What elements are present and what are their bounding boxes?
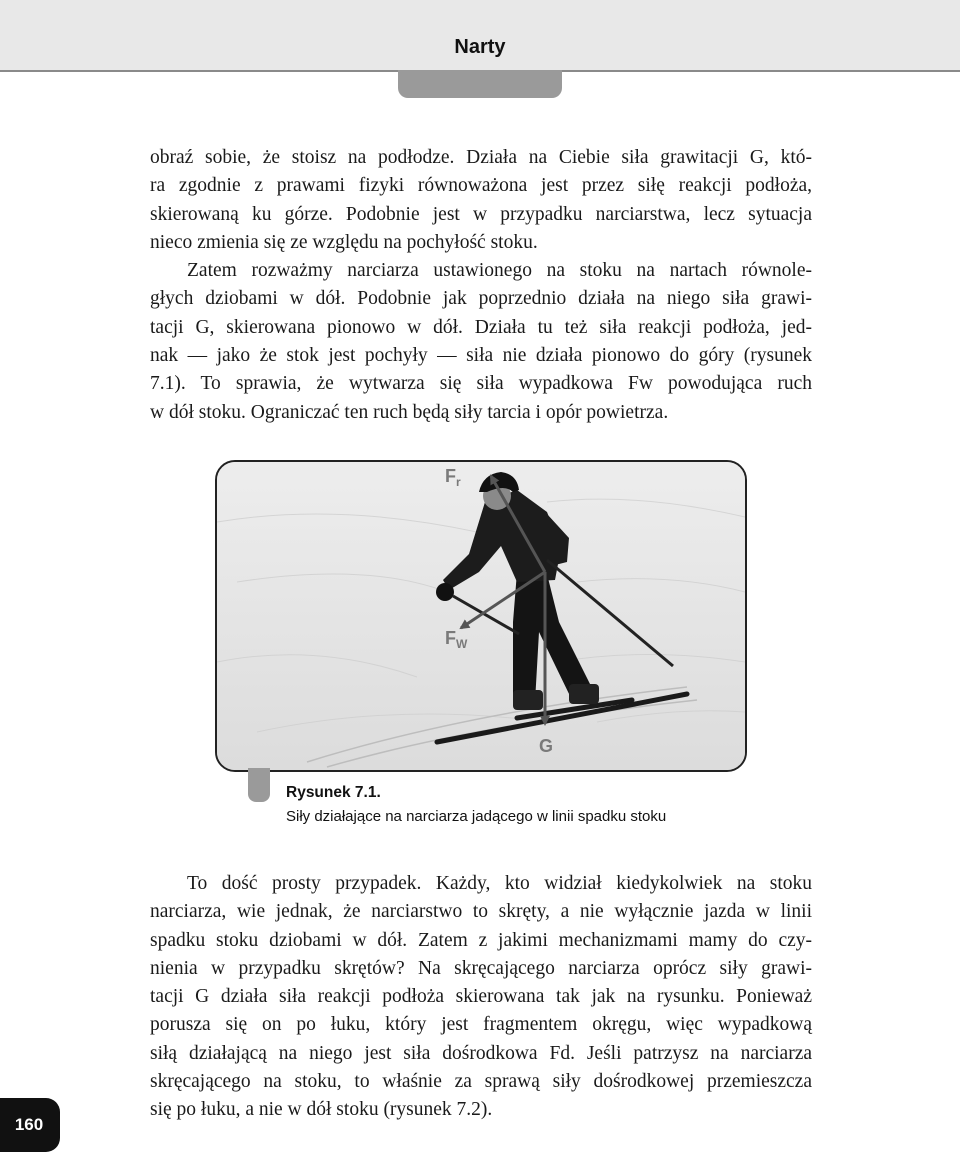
text-line: się po łuku, a nie w dół stoku (rysunek 7.2). [150, 1099, 493, 1121]
page-header [0, 0, 960, 72]
caption-tab-decoration [248, 768, 270, 802]
text-line: porusza się on po łuku, który jest fragmentem okręgu, więc wypadkową [150, 1014, 812, 1036]
text-line: tacji G, skierowana pionowo w dół. Działa tu też siła reakcji podłoża, jed- [150, 316, 812, 338]
text-line: nieco zmienia się ze względu na pochyłość stoku. [150, 231, 538, 253]
text-line: skierowaną ku górze. Podobnie jest w przypadku narciarstwa, lecz sytuacja [150, 203, 812, 225]
text-line: To dość prosty przypadek. Każdy, kto widział kiedykolwiek na stoku [187, 873, 812, 894]
body-text-bottom [150, 870, 812, 1125]
chapter-title: Narty [454, 36, 506, 58]
page-number: 160 [14, 1115, 44, 1134]
label-fw: $F_W$ [445, 628, 468, 651]
text-line: obraź sobie, że stoisz na podłodze. Działa na Ciebie siła grawitacji G, któ- [150, 147, 812, 168]
text-line: spadku stoku dziobami w dół. Zatem z jakimi mechanizmami mamy do czy- [150, 929, 812, 951]
figure-photo-frame [215, 460, 747, 772]
text-line: głych dziobami w dół. Podobnie jak poprzednio działa na niego siła grawi- [150, 288, 812, 310]
text-line: ra zgodnie z prawami fizyki równoważona jest przez siłę reakcji podłoża, [150, 175, 812, 197]
text-line: nienia w przypadku skrętów? Na skręcającego narciarza oprócz siły grawi- [150, 957, 812, 979]
text-line: narciarza, wie jednak, że narciarstwo to skręty, a nie wyłącznie jazda w linii [150, 901, 812, 923]
body-text-top [150, 144, 812, 427]
text-line: Zatem rozważmy narciarza ustawionego na stoku na nartach równole- [187, 260, 812, 282]
label-fr: $F_r$ [445, 466, 461, 489]
header-tab-decoration [398, 70, 562, 98]
text-line: skręcającego na stoku, to właśnie za sprawą siły dośrodkowej przemieszcza [150, 1071, 812, 1093]
text-line: nak — jako że stok jest pochyły — siła nie działa pionowo do góry (rysunek [150, 345, 812, 367]
text-line: 7.1). To sprawia, że wytwarza się siła wypadkowa Fw powodująca ruch [150, 373, 812, 395]
label-g: G [539, 736, 554, 756]
paragraph-3 [150, 870, 812, 1125]
paragraph-1 [150, 144, 812, 257]
text-line: siłą działającą na niego jest siła dośrodkowa Fd. Jeśli patrzysz na narciarza [150, 1042, 812, 1064]
figure-caption-text: Siły działające na narciarza jadącego w linii spadku stoku [286, 808, 667, 825]
skier-force-diagram [217, 462, 745, 770]
figure-caption-title: Rysunek 7.1. [286, 784, 381, 801]
text-line: tacji G działa siła reakcji podłoża skierowana tak jak na rysunku. Ponieważ [150, 986, 812, 1008]
text-line: w dół stoku. Ograniczać ten ruch będą siły tarcia i opór powietrza. [150, 401, 669, 423]
paragraph-2 [150, 257, 812, 427]
